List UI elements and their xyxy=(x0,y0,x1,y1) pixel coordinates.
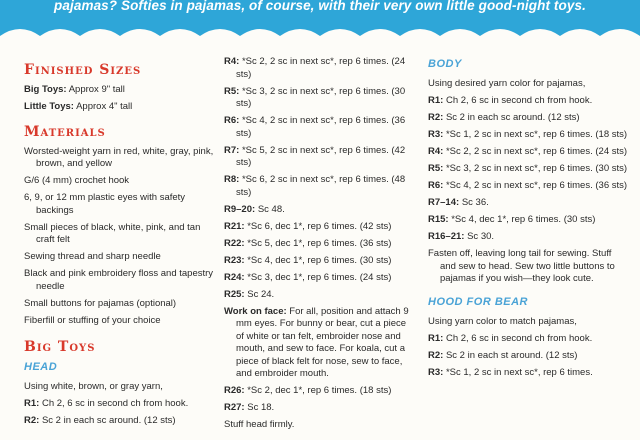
pattern-row: R3: *Sc 1, 2 sc in next sc*, rep 6 times. (18 sts) xyxy=(428,129,628,140)
column-right xyxy=(428,54,628,384)
pattern-row: R16–21: Sc 30. xyxy=(428,231,495,242)
pattern-row: R1: Ch 2, 6 sc in second ch from hook. xyxy=(24,398,189,409)
pattern-row: R1: Ch 2, 6 sc in second ch from hook. xyxy=(428,332,593,344)
hood-intro: Using yarn color to match pajamas, xyxy=(428,315,577,327)
material-item: Fiberfill or stuffing of your choice xyxy=(24,314,161,326)
materials-heading: Materials xyxy=(24,123,106,140)
pattern-row: R21: *Sc 6, dec 1*, rep 6 times. (42 sts) xyxy=(224,220,392,232)
body-heading: BODY xyxy=(428,58,462,70)
pattern-row: R8: *Sc 6, 2 sc in next sc*, rep 6 times. (48 sts) xyxy=(224,174,406,198)
pattern-row: R4: *Sc 2, 2 sc in next sc*, rep 6 times. (24 sts) xyxy=(224,56,406,80)
pattern-row: R1: Ch 2, 6 sc in second ch from hook. xyxy=(428,95,593,106)
hood-heading: HOOD FOR BEAR xyxy=(428,295,528,308)
finished-sizes-heading: Finished Sizes xyxy=(24,62,142,78)
pattern-row: R6: *Sc 4, 2 sc in next sc*, rep 6 times. (36 sts) xyxy=(428,180,628,191)
material-item: Black and pink embroidery floss and tapestry needle xyxy=(24,268,214,292)
little-toys-size: Little Toys: Approx 4" tall xyxy=(24,101,133,112)
pattern-row: R5: *Sc 3, 2 sc in next sc*, rep 6 times. (30 sts) xyxy=(428,163,628,174)
materials-list xyxy=(24,146,219,328)
pattern-row: R24: *Sc 3, dec 1*, rep 6 times. (24 sts) xyxy=(224,271,392,283)
pattern-row: R27: Sc 18. xyxy=(224,402,275,413)
pattern-row: R15: *Sc 4, dec 1*, rep 6 times. (30 sts) xyxy=(428,214,596,225)
scalloped-edge xyxy=(0,24,640,42)
pattern-row: R7: *Sc 5, 2 sc in next sc*, rep 6 times. (42 sts) xyxy=(224,144,406,168)
body-intro: Using desired yarn color for pajamas, xyxy=(428,78,586,89)
material-item: Sewing thread and sharp needle xyxy=(24,251,161,262)
banner-text: pajamas? Softies in pajamas, of course, with their very own little good-night toys. xyxy=(54,0,586,13)
pattern-row: R5: *Sc 3, 2 sc in next sc*, rep 6 times. (30 sts) xyxy=(224,85,406,109)
pattern-row: R26: *Sc 2, dec 1*, rep 6 times. (18 sts) xyxy=(224,385,392,396)
column-left xyxy=(24,54,219,432)
pattern-row: R3: *Sc 1, 2 sc in next sc*, rep 6 times. xyxy=(428,366,593,378)
head-heading: HEAD xyxy=(24,361,58,373)
pattern-row: R2: Sc 2 in each sc around. (12 sts) xyxy=(428,112,580,123)
big-toys-heading: Big Toys xyxy=(24,339,96,355)
stuff-note: Stuff head firmly. xyxy=(224,419,295,430)
column-middle xyxy=(224,56,414,436)
material-item: Small buttons for pajamas (optional) xyxy=(24,297,177,309)
fasten-off-note: Fasten off, leaving long tail for sewing. Stuff and sew to head. Sew two little buttons to pajamas if you wish—they look cute. xyxy=(428,248,615,284)
pattern-row: R25: Sc 24. xyxy=(224,288,275,300)
material-item: Worsted-weight yarn in red, white, gray, pink, brown, and yellow xyxy=(24,145,214,169)
head-intro: Using white, brown, or gray yarn, xyxy=(24,381,163,392)
pattern-row: R22: *Sc 5, dec 1*, rep 6 times. (36 sts) xyxy=(224,237,392,249)
big-toys-size: Big Toys: Approx 9" tall xyxy=(24,84,125,95)
pattern-row: R23: *Sc 4, dec 1*, rep 6 times. (30 sts) xyxy=(224,254,392,266)
top-banner xyxy=(0,0,640,42)
material-item: 6, 9, or 12 mm plastic eyes with safety backings xyxy=(24,192,186,216)
pattern-row: R6: *Sc 4, 2 sc in next sc*, rep 6 times. (36 sts) xyxy=(224,115,406,139)
pattern-row: R2: Sc 2 in each st around. (12 sts) xyxy=(428,349,578,361)
pattern-row: R4: *Sc 2, 2 sc in next sc*, rep 6 times. (24 sts) xyxy=(428,146,628,157)
face-instructions: Work on face: For all, position and attach 9 mm eyes. For bunny or bear, cut a piece of white or tan felt, embroider nose and mouth, and sew to face. For koala, cut a piece of black felt for nose, sew to face, and embroider mouth. xyxy=(224,305,409,379)
material-item: Small pieces of black, white, pink, and tan craft felt xyxy=(24,221,201,245)
material-item: G/6 (4 mm) crochet hook xyxy=(24,175,130,186)
pattern-row: R2: Sc 2 in each sc around. (12 sts) xyxy=(24,415,176,426)
pattern-row: R7–14: Sc 36. xyxy=(428,197,489,208)
pattern-row: R9–20: Sc 48. xyxy=(224,203,285,215)
